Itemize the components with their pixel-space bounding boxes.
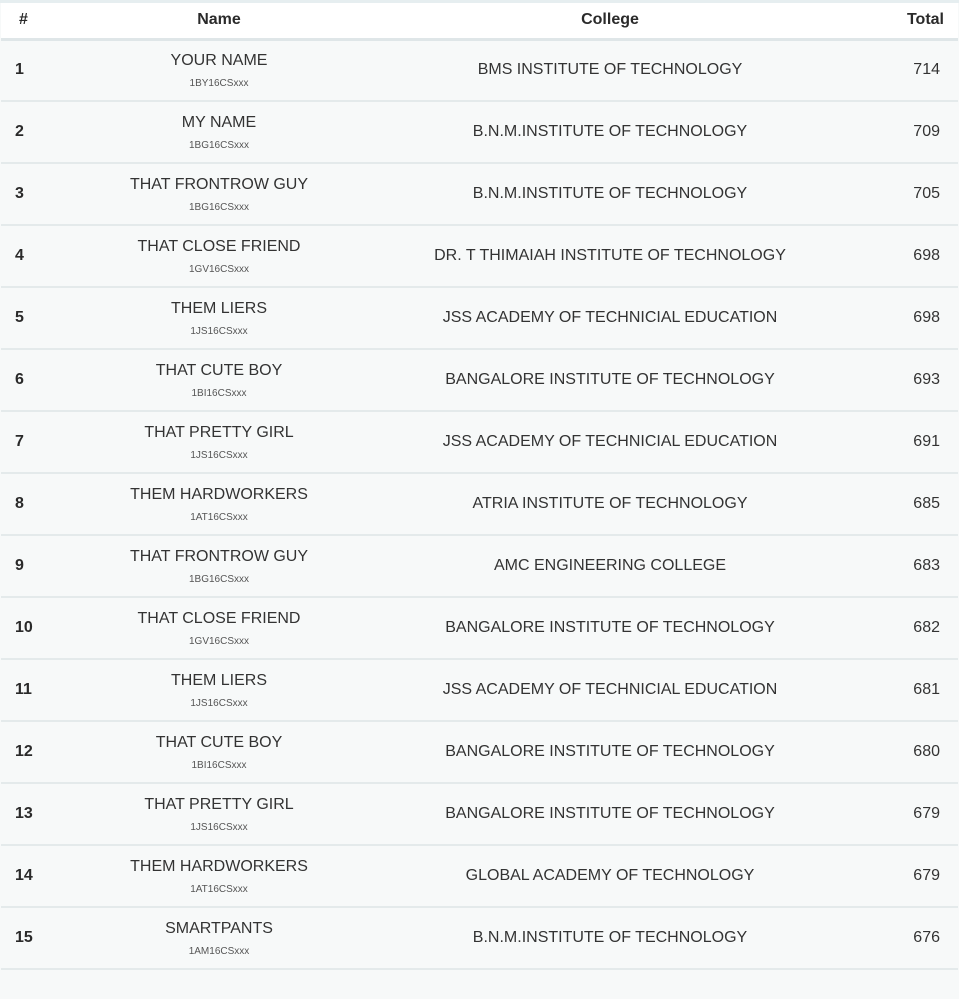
name-cell bbox=[87, 659, 351, 721]
student-usn: 1BI16CSxxx bbox=[191, 760, 247, 771]
total-cell: 676 bbox=[913, 929, 940, 946]
student-name: THAT CUTE BOY bbox=[155, 362, 283, 379]
table-row bbox=[1, 721, 958, 783]
name-cell bbox=[87, 349, 351, 411]
student-name: THAT CLOSE FRIEND bbox=[137, 610, 301, 627]
college-cell: BANGALORE INSTITUTE OF TECHNOLOGY bbox=[445, 805, 775, 822]
student-name: THAT CUTE BOY bbox=[155, 734, 283, 751]
total-cell: 714 bbox=[913, 61, 940, 79]
college-cell: JSS ACADEMY OF TECHNICIAL EDUCATION bbox=[442, 309, 778, 326]
table-body bbox=[1, 39, 958, 969]
student-usn: 1AT16CSxxx bbox=[190, 512, 248, 523]
name-cell bbox=[87, 907, 351, 969]
name-cell bbox=[87, 473, 351, 535]
rank-cell: 9 bbox=[15, 557, 24, 574]
leaderboard-table bbox=[1, 3, 958, 970]
name-cell bbox=[87, 721, 351, 783]
rank-cell: 6 bbox=[15, 371, 24, 388]
table-row bbox=[1, 101, 958, 163]
name-cell bbox=[87, 783, 351, 845]
student-name: THAT FRONTROW GUY bbox=[129, 176, 309, 193]
student-usn: 1GV16CSxxx bbox=[188, 264, 250, 275]
total-cell: 705 bbox=[913, 185, 940, 202]
total-cell: 680 bbox=[913, 743, 940, 760]
rank-cell: 10 bbox=[15, 619, 33, 636]
college-cell: DR. T THIMAIAH INSTITUTE OF TECHNOLOGY bbox=[434, 247, 786, 264]
student-name: SMARTPANTS bbox=[165, 920, 273, 937]
rank-cell: 1 bbox=[15, 61, 24, 79]
student-usn: 1JS16CSxxx bbox=[190, 698, 248, 709]
college-cell: AMC ENGINEERING COLLEGE bbox=[493, 557, 727, 574]
student-usn: 1BI16CSxxx bbox=[191, 388, 247, 399]
rank-cell: 7 bbox=[15, 433, 24, 450]
total-cell: 693 bbox=[913, 371, 940, 388]
rank-cell: 13 bbox=[15, 805, 33, 822]
table-row bbox=[1, 225, 958, 287]
rank-cell: 3 bbox=[15, 185, 24, 202]
rank-cell: 14 bbox=[15, 867, 33, 884]
student-usn: 1BG16CSxxx bbox=[188, 574, 250, 585]
header-total[interactable]: Total bbox=[906, 11, 944, 29]
student-usn: 1BG16CSxxx bbox=[188, 202, 250, 213]
table-row bbox=[1, 411, 958, 473]
rank-cell: 4 bbox=[15, 247, 24, 264]
college-cell: BMS INSTITUTE OF TECHNOLOGY bbox=[477, 61, 743, 79]
student-usn: 1BG16CSxxx bbox=[188, 140, 250, 151]
college-cell: BANGALORE INSTITUTE OF TECHNOLOGY bbox=[445, 619, 775, 636]
table-row bbox=[1, 845, 958, 907]
name-cell bbox=[87, 845, 351, 907]
total-cell: 709 bbox=[913, 123, 940, 140]
student-name: THAT PRETTY GIRL bbox=[144, 796, 294, 813]
rank-cell: 11 bbox=[15, 681, 32, 698]
student-name: THEM HARDWORKERS bbox=[130, 486, 308, 503]
rank-cell: 5 bbox=[15, 309, 24, 326]
college-cell: BANGALORE INSTITUTE OF TECHNOLOGY bbox=[445, 371, 775, 388]
student-usn: 1AM16CSxxx bbox=[188, 946, 250, 957]
student-usn: 1AT16CSxxx bbox=[190, 884, 248, 895]
student-name: MY NAME bbox=[181, 114, 257, 131]
college-cell: BANGALORE INSTITUTE OF TECHNOLOGY bbox=[445, 743, 775, 760]
student-name: THEM LIERS bbox=[170, 672, 267, 689]
rank-cell: 15 bbox=[15, 929, 33, 946]
student-usn: 1GV16CSxxx bbox=[188, 636, 250, 647]
total-cell: 698 bbox=[913, 309, 940, 326]
name-cell bbox=[87, 535, 351, 597]
college-cell: B.N.M.INSTITUTE OF TECHNOLOGY bbox=[472, 185, 748, 202]
table-row bbox=[1, 473, 958, 535]
total-cell: 683 bbox=[913, 557, 940, 574]
name-cell bbox=[87, 597, 351, 659]
name-cell bbox=[87, 39, 351, 101]
student-usn: 1BY16CSxxx bbox=[189, 78, 249, 90]
table-row bbox=[1, 907, 958, 969]
table-row bbox=[1, 659, 958, 721]
student-usn: 1JS16CSxxx bbox=[190, 450, 248, 461]
table-row bbox=[1, 287, 958, 349]
total-cell: 685 bbox=[913, 495, 940, 512]
table-row bbox=[1, 349, 958, 411]
student-name: THAT FRONTROW GUY bbox=[129, 548, 309, 565]
total-cell: 681 bbox=[913, 681, 940, 698]
header-row bbox=[1, 3, 958, 39]
header-rank[interactable]: # bbox=[19, 11, 28, 29]
college-cell: JSS ACADEMY OF TECHNICIAL EDUCATION bbox=[442, 433, 778, 450]
total-cell: 679 bbox=[913, 805, 940, 822]
student-usn: 1JS16CSxxx bbox=[190, 822, 248, 833]
student-usn: 1JS16CSxxx bbox=[190, 326, 248, 337]
name-cell bbox=[87, 287, 351, 349]
college-cell: GLOBAL ACADEMY OF TECHNOLOGY bbox=[465, 867, 755, 884]
student-name: THEM LIERS bbox=[170, 300, 267, 317]
table-header bbox=[1, 3, 958, 39]
table-row bbox=[1, 597, 958, 659]
table-row bbox=[1, 163, 958, 225]
student-name: THEM HARDWORKERS bbox=[130, 858, 308, 875]
table-row bbox=[1, 783, 958, 845]
college-cell: B.N.M.INSTITUTE OF TECHNOLOGY bbox=[472, 929, 748, 946]
rank-cell: 12 bbox=[15, 743, 33, 760]
table-row bbox=[1, 39, 958, 101]
header-name[interactable]: Name bbox=[197, 11, 241, 29]
college-cell: ATRIA INSTITUTE OF TECHNOLOGY bbox=[472, 495, 748, 512]
rank-cell: 8 bbox=[15, 495, 24, 512]
total-cell: 679 bbox=[913, 867, 940, 884]
header-college[interactable]: College bbox=[581, 11, 639, 29]
student-name: THAT PRETTY GIRL bbox=[144, 424, 294, 441]
total-cell: 691 bbox=[913, 433, 940, 450]
college-cell: B.N.M.INSTITUTE OF TECHNOLOGY bbox=[472, 123, 748, 140]
rank-cell: 2 bbox=[15, 123, 24, 140]
student-name: YOUR NAME bbox=[170, 52, 268, 70]
total-cell: 698 bbox=[913, 247, 940, 264]
name-cell bbox=[87, 101, 351, 163]
name-cell bbox=[87, 411, 351, 473]
name-cell bbox=[87, 225, 351, 287]
student-name: THAT CLOSE FRIEND bbox=[137, 238, 301, 255]
table-row bbox=[1, 535, 958, 597]
total-cell: 682 bbox=[913, 619, 940, 636]
college-cell: JSS ACADEMY OF TECHNICIAL EDUCATION bbox=[442, 681, 778, 698]
name-cell bbox=[87, 163, 351, 225]
